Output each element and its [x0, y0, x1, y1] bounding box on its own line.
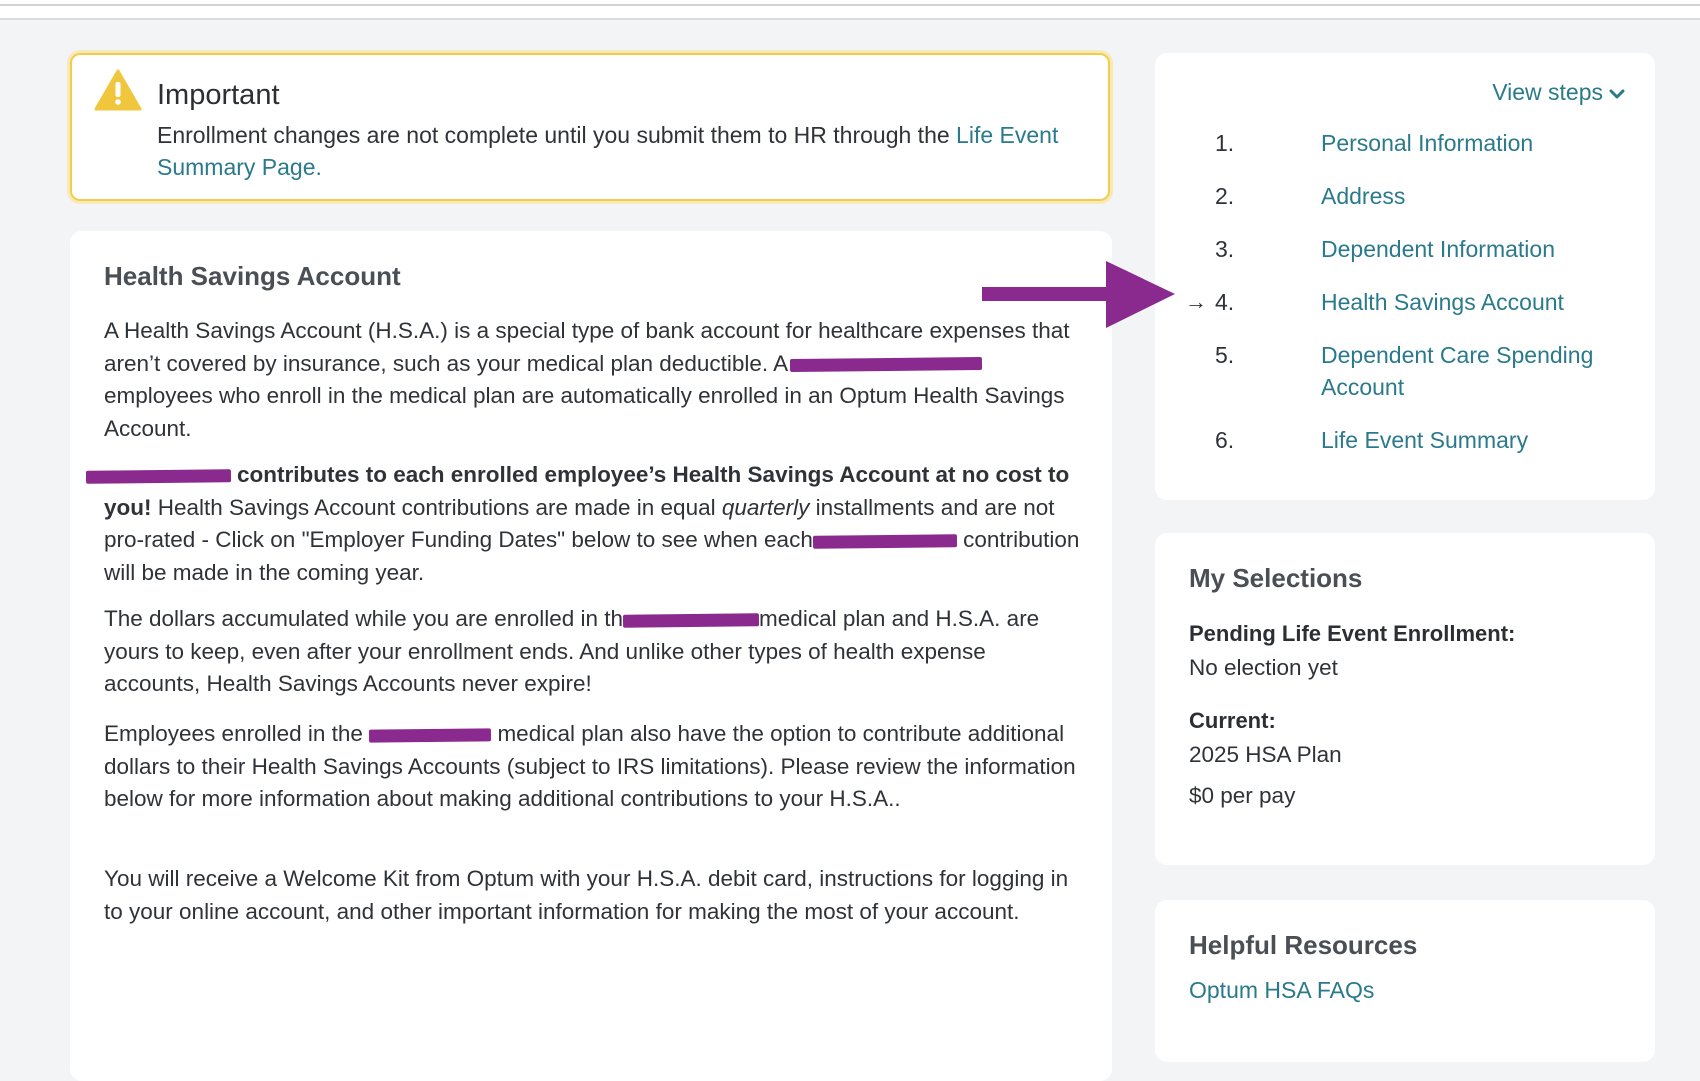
selections-title: My Selections: [1189, 563, 1363, 593]
paragraph-text: Employees enrolled in the: [104, 721, 363, 746]
step-number: 5.: [1215, 342, 1235, 368]
step-number: 6.: [1215, 427, 1235, 453]
step-number: 2.: [1215, 183, 1235, 209]
step-link[interactable]: Personal Information: [1321, 130, 1534, 156]
optum-hsa-faqs-link[interactable]: Optum HSA FAQs: [1189, 977, 1375, 1003]
hsa-info-card: [70, 231, 1112, 1081]
alert-message: [157, 119, 1097, 183]
pending-enrollment-value: No election yet: [1189, 655, 1338, 680]
alert-text: Enrollment changes are not complete until you submit them to HR through the: [157, 122, 957, 148]
important-alert: [70, 53, 1110, 201]
redaction-mark: [813, 534, 957, 549]
annotation-arrow-icon: [980, 258, 1180, 330]
current-label: Current:: [1189, 708, 1276, 733]
current-plan: 2025 HSA Plan: [1189, 742, 1342, 767]
paragraph-text: contribution will be made in the coming year.: [104, 527, 1080, 585]
view-steps-label: View steps: [1492, 79, 1603, 105]
paragraph-text: Health Savings Account contributions are made in equal: [151, 494, 722, 520]
bold-text: contributes to each enrolled employee’s Health Savings Account at no cost to you!: [104, 462, 1070, 520]
paragraph-additional: [104, 718, 1084, 816]
chevron-down-icon: [1609, 88, 1625, 100]
helpful-resources-card: [1155, 900, 1655, 1062]
my-selections-card: [1155, 533, 1655, 865]
redaction-mark: [623, 613, 759, 627]
step-link[interactable]: Dependent Information: [1321, 236, 1555, 262]
paragraph-welcome-kit: You will receive a Welcome Kit from Optum with your H.S.A. debit card, instructions for logging in to your online account, and other important information for making the most of your account.: [104, 866, 1069, 924]
paragraph-text: medical plan also have the option to contribute additional dollars to their Health Savings Accounts (subject to IRS limitations). Please review the information below for more information about making additional contributions to your H.S.A..: [104, 721, 1076, 811]
step-number: 3.: [1215, 236, 1235, 262]
paragraph-intro: [104, 315, 1084, 445]
paragraph-text: A Health Savings Account (H.S.A.) is a special type of bank account for healthcare expenses that aren’t covered by insurance, such as your medical plan deductible. A: [104, 318, 1070, 376]
paragraph-text: The dollars accumulated while you are enrolled in th: [104, 606, 624, 631]
redaction-mark: [369, 728, 491, 742]
current-step-arrow-icon: →: [1185, 289, 1207, 314]
resources-title: Helpful Resources: [1189, 930, 1418, 960]
step-link[interactable]: Health Savings Account: [1321, 289, 1564, 315]
alert-title: Important: [157, 79, 280, 111]
paragraph-ownership: [104, 603, 1084, 701]
step-link[interactable]: Dependent Care Spending Account: [1321, 342, 1594, 400]
redaction-mark: [86, 469, 231, 484]
steps-panel: [1155, 53, 1655, 500]
warning-icon: [94, 69, 142, 111]
step-link[interactable]: Address: [1321, 183, 1406, 209]
paragraph-text: installments and are not pro-rated - Click on "Employer Funding Dates" below to see when each: [104, 494, 1055, 552]
current-amount: $0 per pay: [1189, 783, 1296, 808]
paragraph-text: medical plan and H.S.A. are yours to keep, even after your enrollment ends. And unlike other types of health expense accounts, Health Savings Accounts never expire!: [104, 606, 1040, 696]
top-bar: [0, 0, 1700, 20]
step-link[interactable]: Life Event Summary: [1321, 427, 1529, 453]
italic-text: quarterly: [721, 494, 810, 520]
paragraph-text: employees who enroll in the medical plan are automatically enrolled in an Optum Health Savings Account.: [104, 383, 1065, 441]
redaction-mark: [790, 357, 982, 372]
view-steps-toggle[interactable]: [1492, 79, 1625, 106]
step-number: 4.: [1215, 289, 1235, 315]
step-number: 1.: [1215, 130, 1235, 156]
paragraph-contributions: [104, 459, 1084, 589]
pending-enrollment-label: Pending Life Event Enrollment:: [1189, 621, 1516, 646]
life-event-summary-link[interactable]: Life Event Summary Page.: [157, 122, 1059, 180]
section-title: Health Savings Account: [104, 261, 401, 291]
